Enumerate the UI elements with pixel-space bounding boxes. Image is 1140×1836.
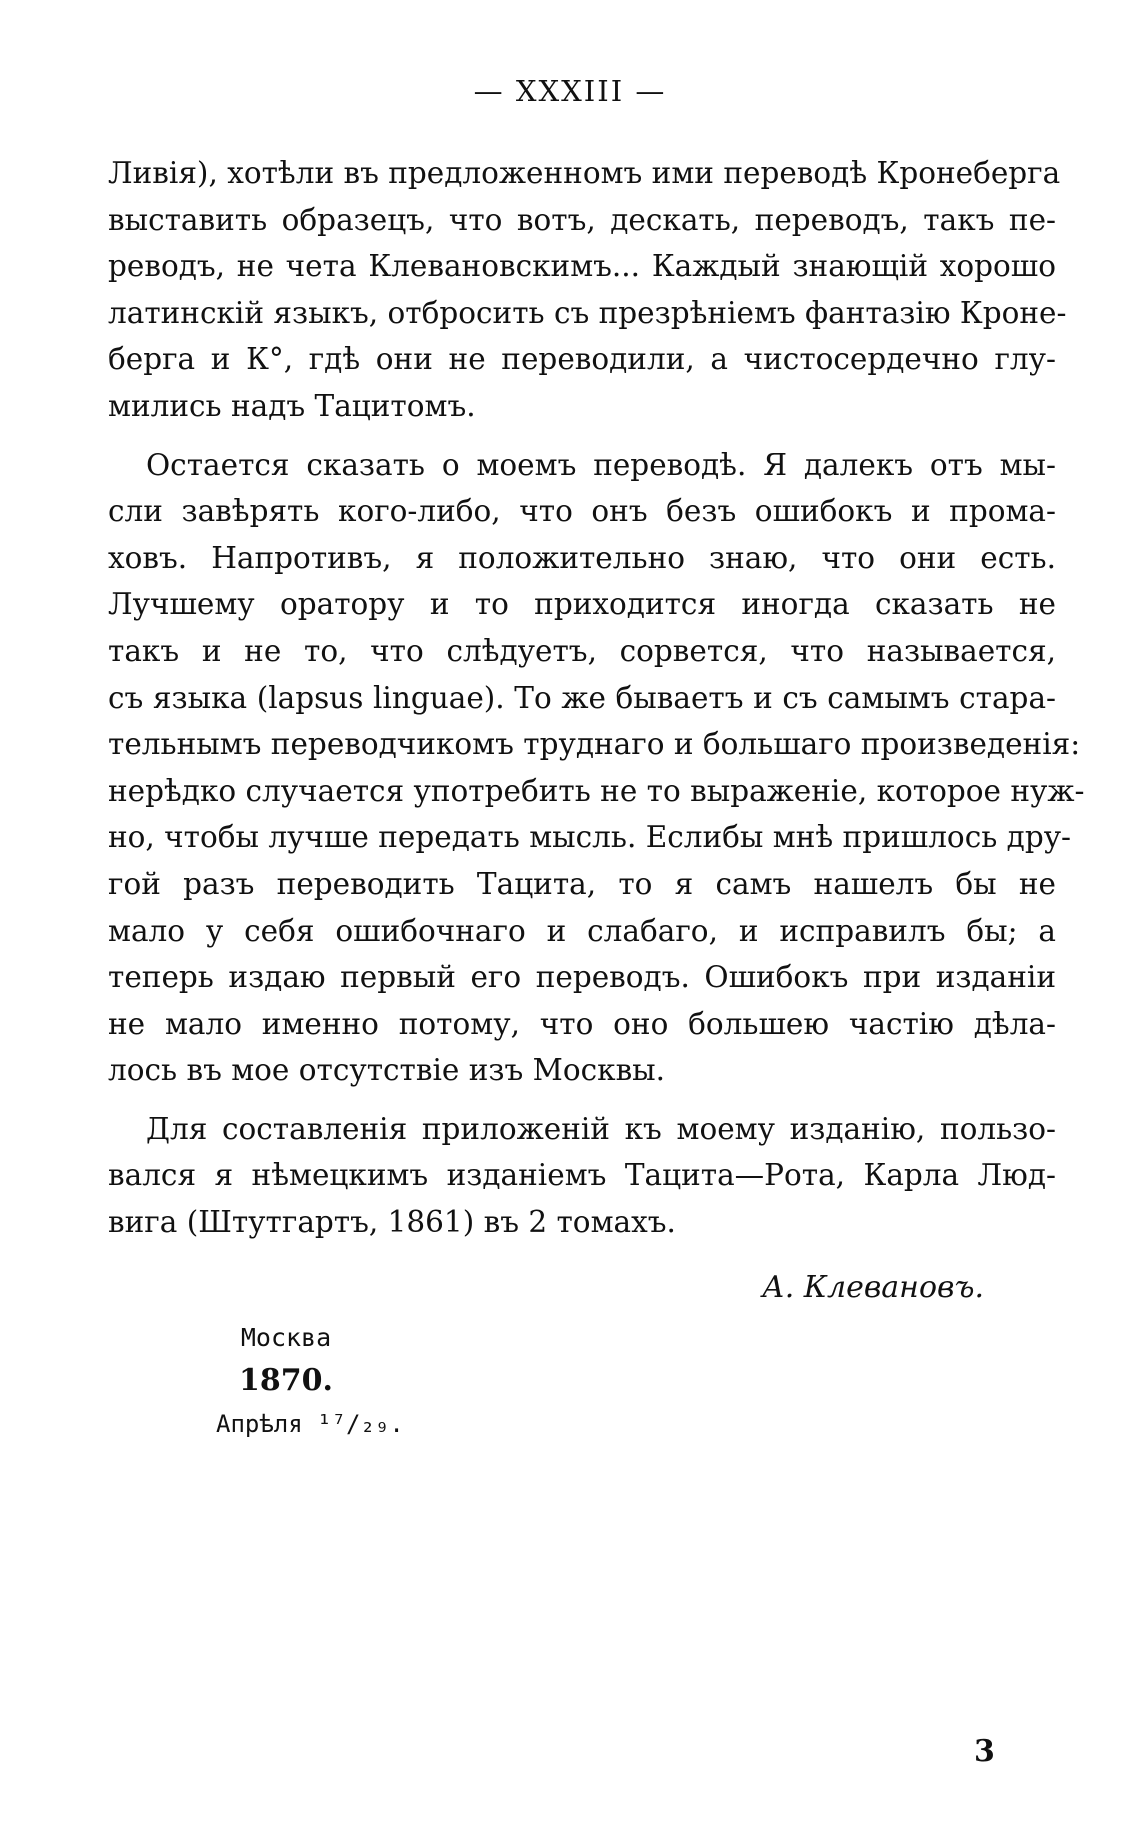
city-name: Москва	[240, 1323, 332, 1352]
text-line: гой разъ переводить Тацита, то я самъ нашелъ бы не	[108, 866, 1056, 901]
text-line: нерѣдко случается употребить не то выраженіе, которое нуж-	[108, 773, 1085, 808]
text-line: вался я нѣмецкимъ изданіемъ Тацита—Рота, Карла Люд-	[108, 1158, 1056, 1193]
text-line: Остается сказать о моемъ переводѣ. Я далекъ отъ мы-	[146, 447, 1056, 482]
page-number: 3	[974, 1734, 995, 1769]
page-header-roman-numeral: — XXXIII —	[473, 74, 667, 108]
text-line: ховъ. Напротивъ, я положительно знаю, что они есть.	[108, 540, 1056, 575]
text-line: мились надъ Тацитомъ.	[108, 388, 476, 423]
text-line: тельнымъ переводчикомъ труднаго и большаго произведенія:	[108, 727, 1081, 762]
year: 1870.	[239, 1363, 333, 1398]
text-line: Лучшему оратору и то приходится иногда сказать не	[108, 587, 1056, 622]
text-line: латинскій языкъ, отбросить съ презрѣніемъ фантазію Кроне-	[108, 295, 1067, 330]
text-line: мало у себя ошибочнаго и слабаго, и исправилъ бы; а	[108, 913, 1056, 948]
text-line: такъ и не то, что слѣдуетъ, сорвется, что называется,	[108, 633, 1056, 668]
text-line: Для составленія приложеній къ моему изданію, пользо-	[146, 1111, 1056, 1146]
text-line: лось въ мое отсутствіе изъ Москвы.	[108, 1053, 666, 1088]
text-line: не мало именно потому, что оно большею частію дѣла-	[108, 1006, 1056, 1041]
text-line: Ливія), хотѣли въ предложенномъ ими переводѣ Кронеберга	[108, 156, 1061, 190]
date: Апрѣля ¹⁷/₂₉.	[216, 1410, 404, 1438]
text-line: теперь издаю первый его переводъ. Ошибокъ при изданіи	[108, 960, 1056, 995]
paragraph-spacer	[108, 430, 1056, 442]
paragraph-2	[108, 442, 1085, 1094]
author-signature: А. Клевановъ.	[761, 1270, 984, 1305]
text-line: съ языка (lapsus linguae). То же бываетъ и съ самымъ стара-	[108, 680, 1056, 715]
paragraph-1	[108, 150, 1067, 430]
paragraph-3	[108, 1106, 1056, 1246]
text-line: вига (Штутгартъ, 1861) въ 2 томахъ.	[108, 1205, 676, 1240]
main-text	[108, 150, 1085, 1246]
text-line: сли завѣрять кого-либо, что онъ безъ ошибокъ и прома-	[108, 494, 1056, 529]
text-line: берга и К°, гдѣ они не переводили, а чистосердечно глу-	[108, 342, 1056, 377]
place-and-date	[216, 1318, 404, 1444]
text-line: выставить образецъ, что вотъ, дескать, переводъ, такъ пе-	[108, 202, 1056, 237]
paragraph-spacer	[108, 1094, 1056, 1106]
text-line: реводъ, не чета Клевановскимъ... Каждый знающій хорошо	[108, 249, 1056, 284]
text-line: но, чтобы лучше передать мысль. Еслибы мнѣ пришлось дру-	[108, 820, 1072, 855]
